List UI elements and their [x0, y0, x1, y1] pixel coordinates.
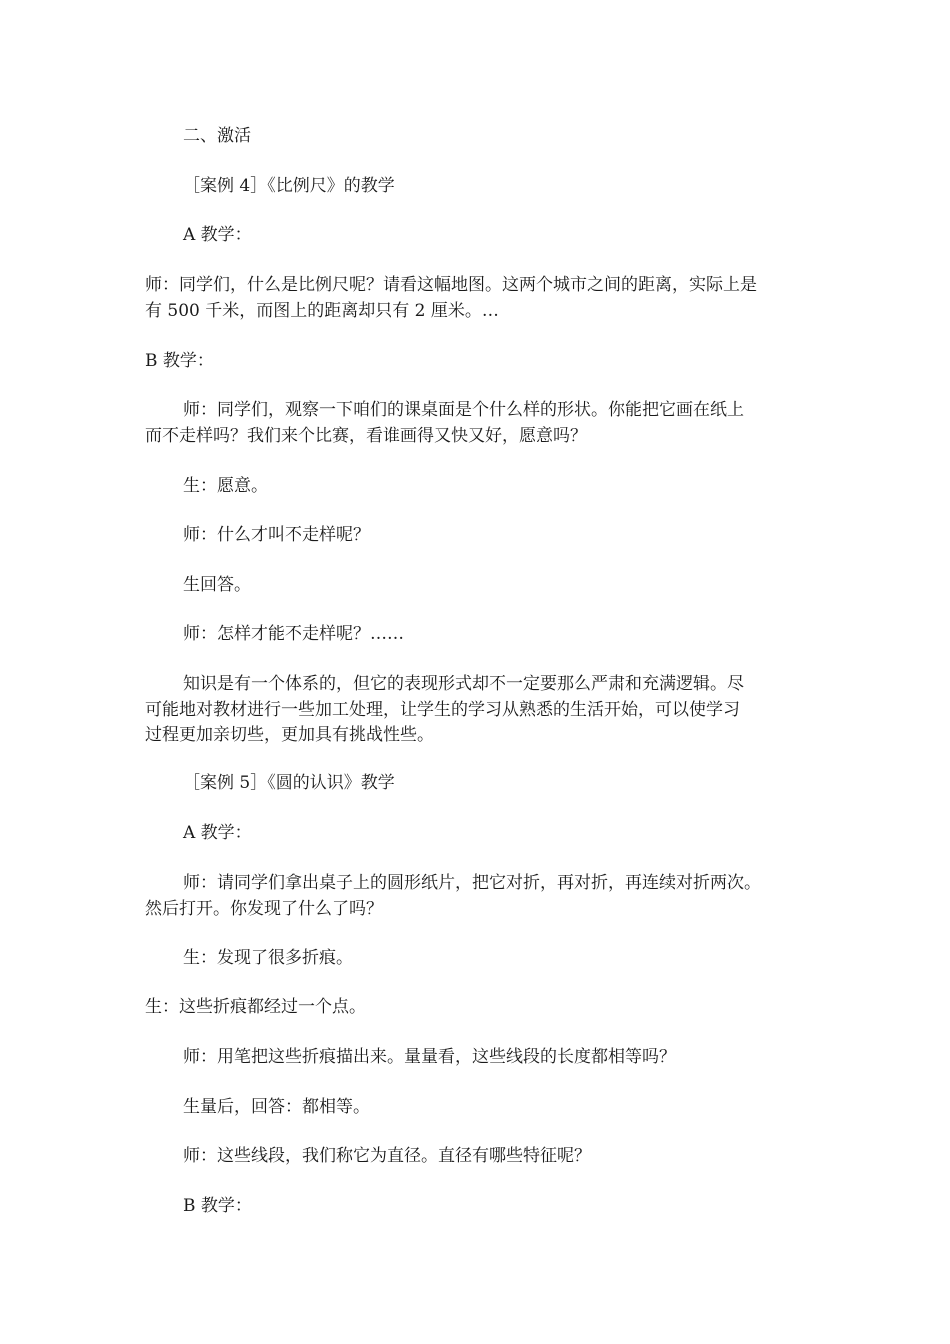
case-4-title: ［案例 4］《比例尺》的教学 — [183, 176, 395, 196]
paragraph-line: 师：怎样才能不走样呢？…… — [183, 624, 404, 644]
section-heading: 二、激活 — [183, 126, 251, 146]
paragraph-line: 生：愿意。 — [183, 476, 268, 496]
case-4-b-label: B 教学： — [145, 351, 214, 371]
paragraph-line: 师：请同学们拿出桌子上的圆形纸片，把它对折，再对折，再连续对折两次。 — [183, 873, 761, 893]
paragraph-line: 师：同学们，什么是比例尺呢？请看这幅地图。这两个城市之间的距离，实际上是 — [145, 275, 757, 295]
paragraph-line: 师：用笔把这些折痕描出来。量量看，这些线段的长度都相等吗？ — [183, 1047, 676, 1067]
paragraph-line: 生量后，回答：都相等。 — [183, 1097, 370, 1117]
paragraph-line: 过程更加亲切些，更加具有挑战性些。 — [145, 725, 434, 745]
paragraph-line: 有 500 千米，而图上的距离却只有 2 厘米。… — [145, 301, 499, 321]
paragraph-line: 而不走样吗？我们来个比赛，看谁画得又快又好，愿意吗？ — [145, 426, 587, 446]
paragraph-line: 师：同学们，观察一下咱们的课桌面是个什么样的形状。你能把它画在纸上 — [183, 400, 744, 420]
paragraph-line: 然后打开。你发现了什么了吗？ — [145, 899, 383, 919]
paragraph-line: 生：这些折痕都经过一个点。 — [145, 997, 366, 1017]
case-5-b-label: B 教学： — [183, 1196, 252, 1216]
case-5-title: ［案例 5］《圆的认识》教学 — [183, 773, 395, 793]
case-5-a-label: A 教学： — [183, 823, 252, 843]
paragraph-line: 师：什么才叫不走样呢？ — [183, 525, 370, 545]
paragraph-line: 生回答。 — [183, 575, 251, 595]
paragraph-line: 可能地对教材进行一些加工处理，让学生的学习从熟悉的生活开始，可以使学习 — [145, 700, 740, 720]
paragraph-line: 师：这些线段，我们称它为直径。直径有哪些特征呢？ — [183, 1146, 591, 1166]
paragraph-line: 生：发现了很多折痕。 — [183, 948, 353, 968]
paragraph-line: 知识是有一个体系的，但它的表现形式却不一定要那么严肃和充满逻辑。尽 — [183, 674, 744, 694]
case-4-a-label: A 教学： — [183, 225, 252, 245]
